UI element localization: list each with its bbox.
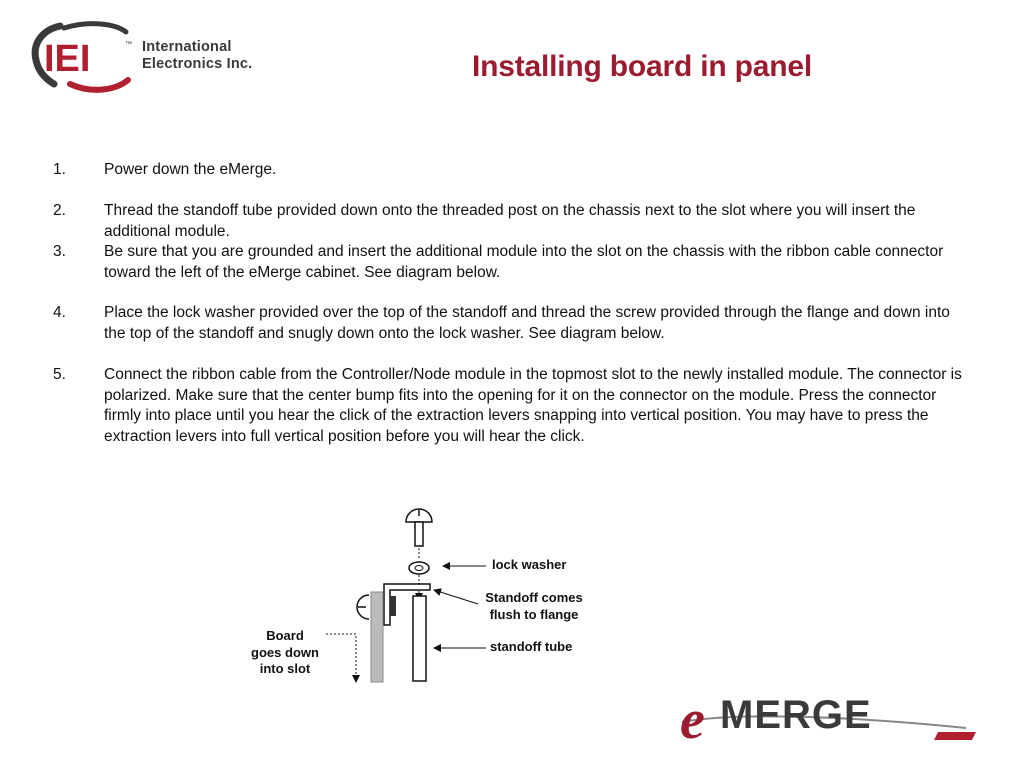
label-standoff-flush-line1: Standoff comes	[485, 590, 583, 605]
label-standoff-flush	[476, 590, 592, 623]
emerge-logo-e: e	[680, 689, 705, 748]
lock-washer-icon	[409, 562, 429, 574]
emerge-logo-mark	[676, 676, 986, 748]
board-icon	[371, 592, 383, 682]
company-name-line2: Electronics Inc.	[142, 56, 253, 72]
label-board-line2: goes down	[251, 644, 319, 660]
label-board	[244, 628, 326, 678]
label-standoff-tube: standoff tube	[490, 639, 573, 654]
label-board-line3: into slot	[259, 661, 311, 676]
label-lock-washer: lock washer	[492, 557, 567, 572]
step-number: 3.	[53, 243, 66, 260]
step-text: Power down the eMerge.	[104, 161, 277, 178]
step-number: 2.	[53, 202, 66, 219]
emerge-logo	[676, 676, 986, 748]
iei-logo-text: IEI	[44, 38, 91, 80]
trademark-symbol: ™	[125, 41, 132, 48]
step-text: Place the lock washer provided over the top of the standoff and thread the screw provided through the flange and down into the top of the standoff and snugly down onto the lock washer. See diagram below.	[104, 304, 950, 342]
screw-icon	[406, 509, 432, 546]
label-standoff-flush-line2: flush to flange	[489, 606, 579, 622]
step-number: 5.	[53, 366, 66, 383]
step-text: Connect the ribbon cable from the Controller/Node module in the topmost slot to the newly installed module. The connector is polarized. Make sure that the center bump fits into the opening for it on the connector on the module. Press the connector firmly into place until you hear the click of the extraction levers snapping into vertical position. You may have to press the extraction levers into full vertical position before you will hear the click.	[104, 366, 962, 445]
page-title: Installing board in panel	[472, 50, 813, 83]
company-name	[142, 39, 252, 73]
step-number: 4.	[53, 304, 66, 321]
step-number: 1.	[53, 161, 66, 178]
standoff-tube-icon	[413, 596, 426, 681]
company-name-line1: International	[142, 39, 232, 55]
emerge-logo-text: MERGE	[720, 693, 872, 737]
label-board-line1: Board	[266, 628, 304, 643]
step-text: Be sure that you are grounded and insert the additional module into the slot on the chassis with the ribbon cable connector toward the left of the eMerge cabinet. See diagram below.	[104, 243, 944, 281]
step-text: Thread the standoff tube provided down onto the threaded post on the chassis next to the slot where you will insert the additional module.	[104, 202, 916, 240]
